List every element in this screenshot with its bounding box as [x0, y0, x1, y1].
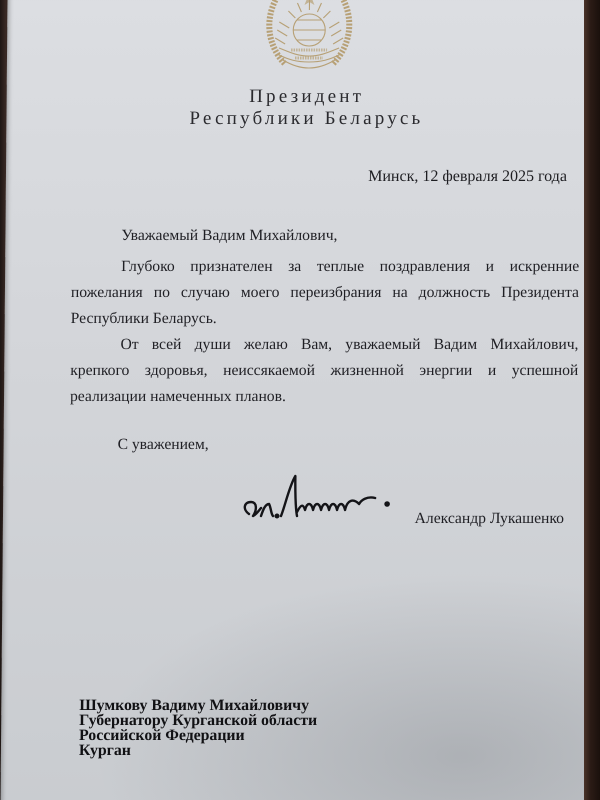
handwritten-signature-icon: [235, 470, 405, 526]
paragraph-1: [71, 254, 580, 332]
date-line: Минск, 12 февраля 2025 года: [368, 168, 568, 185]
paragraph-2-line-3: реализации намеченных планов.: [69, 388, 286, 405]
addressee-line-3: Российской Федерации: [79, 727, 245, 744]
letterhead-line-2: Республики Беларусь: [189, 108, 424, 129]
letterhead-title: [6, 86, 600, 130]
belarus-state-emblem-icon: [257, 0, 362, 74]
addressee-line-1: Шумкову Вадиму Михайловичу: [79, 697, 310, 714]
background-table-edge: [584, 0, 600, 800]
paragraph-2: [70, 332, 579, 410]
salutation: Уважаемый Вадим Михайлович,: [121, 227, 338, 244]
paragraph-1-line-1: Глубоко признателен за теплые поздравления и искренние: [121, 258, 580, 275]
addressee-block: [79, 698, 317, 758]
addressee-line-4: Курган: [78, 742, 131, 759]
paragraph-1-line-2: пожелания по случаю моего переизбрания на должность Президента: [70, 284, 580, 301]
signer-name: Александр Лукашенко: [414, 510, 565, 527]
paragraph-2-line-2: крепкого здоровья, неиссякаемой жизненной энергии и успешной: [70, 362, 579, 379]
addressee-line-2: Губернатору Курганской области: [79, 712, 318, 729]
paragraph-2-line-1: От всей души желаю Вам, уважаемый Вадим Михайлович,: [120, 336, 579, 353]
paragraph-1-line-3: Республики Беларусь.: [70, 310, 217, 327]
letterhead-line-1: Президент: [249, 86, 365, 107]
closing-phrase: С уважением,: [117, 436, 209, 453]
